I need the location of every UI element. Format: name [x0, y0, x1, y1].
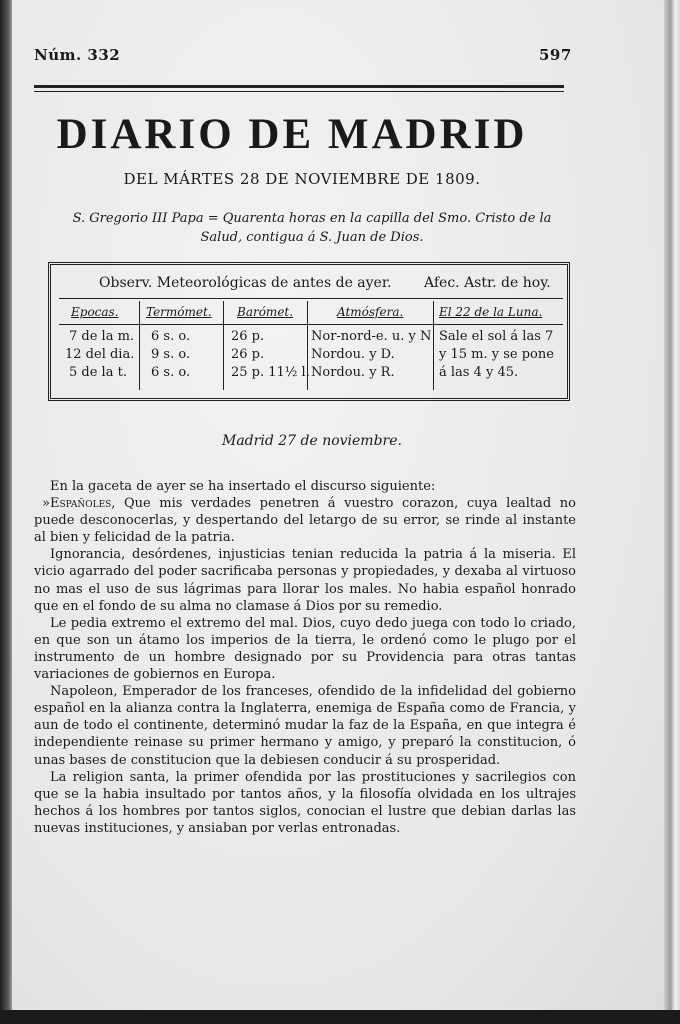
weather-cell-barom: 25 p. 11½ l.	[231, 365, 310, 380]
weather-heading-astronomy: Afec. Astr. de hoy.	[424, 275, 551, 291]
page-number: 597	[539, 46, 572, 64]
weather-col-header: Atmósfera.	[337, 305, 404, 319]
scan-border	[0, 1010, 680, 1024]
weather-cell-atm: Nor-nord-e. u. y N	[311, 329, 432, 344]
luna-line: y 15 m. y se pone	[439, 347, 554, 362]
page-edge	[664, 0, 680, 1024]
article-paragraph: La religion santa, la primer ofendida por las prostituciones y sacrilegios con que se la habia insultado por tantos años, y la filosofía olvidada en los ultrajes hechos á los hombres por tantos siglos, conocian el lustre que debian darlas las nuevas instituciones, y ansiaban por verlas entronadas.	[34, 769, 576, 836]
article-paragraph	[34, 495, 576, 546]
weather-table	[48, 262, 570, 401]
weather-rule	[59, 298, 563, 299]
weather-cell-atm: Nordou. y D.	[311, 347, 395, 362]
header-rule-thin	[34, 91, 564, 92]
weather-cell-term: 6 s. o.	[151, 329, 191, 344]
weather-rule	[59, 324, 563, 325]
saint-of-the-day: S. Gregorio III Papa = Quarenta horas en la capilla del Smo. Cristo de la Salud, contigua á S. Juan de Dios.	[72, 211, 552, 245]
weather-cell-atm: Nordou. y R.	[311, 365, 395, 380]
article-paragraph: Ignorancia, desórdenes, injusticias tenian reducida la patria á la miseria. El vicio agarrado del poder sacrificaba personas y propiedades, y dexaba al virtuoso no mas el uso de sus lágrimas para llorar los males. No habia español honrado que en el fondo de su alma no clamase á Dios por su remedio.	[34, 547, 576, 614]
weather-col-header: Termómet.	[146, 305, 212, 319]
luna-line: Sale el sol á las 7	[439, 329, 554, 344]
weather-cell-term: 6 s. o.	[151, 365, 191, 380]
weather-heading-observations: Observ. Meteorológicas de antes de ayer.	[99, 275, 392, 291]
article-paragraph: Napoleon, Emperador de los franceses, ofendido de la infidelidad del gobierno español en la alianza contra la Inglaterra, enemiga de España como de Francia, y aun de todo el continente, determinó mudar la faz de la España, en que integra é independiente reinase su primer hermano y amigo, y preparó la constitucion, ó unas bases de constitucion que la debiesen conducir á su prosperidad.	[34, 684, 576, 768]
weather-col-header: Epocas.	[71, 305, 119, 319]
weather-col-divider	[223, 301, 224, 390]
weather-cell-barom: 26 p.	[231, 347, 265, 362]
weather-cell-barom: 26 p.	[231, 329, 265, 344]
weather-col-divider	[139, 301, 140, 390]
weather-cell-term: 9 s. o.	[151, 347, 191, 362]
weather-col-header: Barómet.	[237, 305, 294, 319]
weather-cell-epoca: 7 de la m.	[69, 329, 135, 344]
article-body	[34, 478, 576, 837]
paragraph-text: Que mis verdades penetren á vuestro corazon, cuya lealtad no puede desconocerlas, y despertando del letargo de su error, se rinde al instante al bien y felicidad de la patria.	[34, 496, 576, 546]
header-rule	[34, 85, 564, 88]
weather-cell-epoca: 12 del dia.	[65, 347, 135, 362]
luna-line: á las 4 y 45.	[439, 365, 519, 380]
weather-col-header: El 22 de la Luna.	[439, 305, 543, 319]
issue-number: Núm. 332	[34, 46, 121, 64]
weather-col-divider	[433, 301, 434, 390]
weather-cell-epoca: 5 de la t.	[69, 365, 127, 380]
article-paragraph: Le pedia extremo el extremo del mal. Dios, cuyo dedo juega con todo lo criado, en que son un átamo los imperios de la tierra, le ordenó como le plugo por el instrumento de un hombre designado por su Providencia para otras tantas variaciones de gobiernos en Europa.	[34, 615, 576, 683]
masthead-dateline: DEL MÁRTES 28 DE NOVIEMBRE DE 1809.	[123, 170, 481, 188]
newspaper-page	[12, 0, 664, 1012]
article-intro: En la gaceta de ayer se ha insertado el discurso siguiente:	[50, 479, 436, 494]
address-lead: »Españoles,	[42, 496, 116, 512]
article-dateline: Madrid 27 de noviembre.	[222, 433, 402, 449]
masthead-title: DIARIO DE MADRID	[56, 111, 528, 158]
